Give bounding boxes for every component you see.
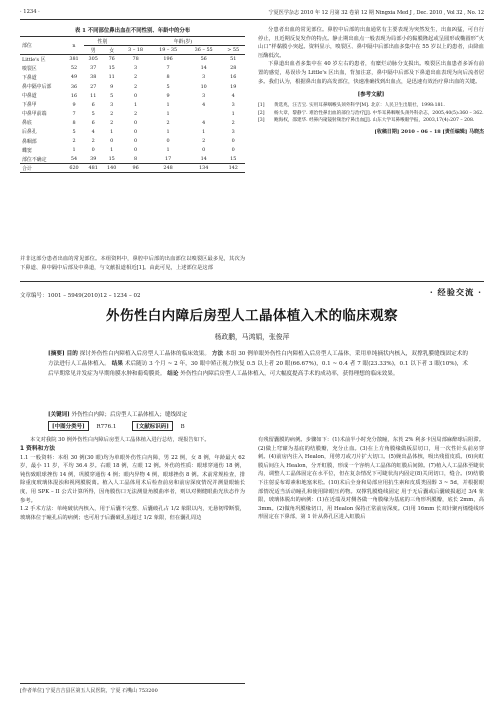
- method-label: 方法: [211, 351, 224, 357]
- page-number: · 1234 ·: [20, 9, 40, 15]
- left-continued-text: 并非这部分患者出血的常见部位。本组资料中，鼻腔中后部的出血部位以嗅裂区最多见，其次为下鼻道、鼻中隔中后部及中鼻道，与文献报道相近[1]。由此可见，上述部位是这部: [20, 256, 245, 271]
- row-label: 下鼻道: [22, 74, 37, 81]
- table-cell: 3: [202, 92, 206, 99]
- row-label: 鼻咽部: [22, 138, 37, 145]
- result-label: 结果: [111, 361, 124, 367]
- table-cell: 620: [64, 164, 84, 173]
- table-cell: 5: [72, 128, 76, 135]
- keywords-label: [关键词]: [48, 412, 70, 418]
- table-cell: 15: [108, 65, 115, 72]
- reference-number: [1]: [258, 103, 265, 109]
- col-header-age-2: 19 – 35: [150, 46, 186, 55]
- reference-list: [258, 102, 484, 124]
- table-cell: 27: [90, 83, 97, 90]
- clc-label: [中图分类号]: [48, 421, 89, 431]
- col-header-male: 男: [84, 46, 102, 55]
- table-cell: 11: [90, 92, 97, 99]
- distribution-table: [20, 36, 245, 173]
- table-cell: 0: [134, 147, 138, 154]
- table-cell: 9: [166, 92, 170, 99]
- table-cell: 5: [91, 110, 95, 117]
- row-label: 嗅裂区: [22, 65, 37, 72]
- paragraph: 下鼻道出血者多集中在 40 岁左右的患者，有糜烂动脉分支损出。嗅裂区出血患者多诉有前置的感觉，易误诊为 Little's 区出血，背加注意，鼻中隔中后部及下鼻道出血表现为向后流者居多。我们认为，根据鼻出血的高发部位，快速准确找到出血点，是迅速有效治疗鼻出血的关键。: [258, 61, 484, 85]
- header-rule: [20, 19, 484, 20]
- col-header-sex: 性别: [84, 37, 121, 46]
- table-cell: 5: [110, 92, 114, 99]
- table-cell: 381: [69, 56, 79, 63]
- table-cell: 合计: [20, 164, 64, 173]
- table-cell: 8: [134, 156, 138, 163]
- col-header-n: n: [64, 37, 84, 55]
- keywords-value: 外伤性白内障；后房型人工晶体植入；缝线固定: [71, 412, 187, 418]
- authors: 杨政鹏，马鸿娟，张俊萍: [214, 333, 290, 341]
- table-cell: 0: [110, 138, 114, 145]
- table-cell: 4: [231, 92, 235, 99]
- table-cell: 15: [108, 156, 115, 163]
- reference-text: 黄选兆，汪吉宝. 实用耳鼻咽喉头颈外科学[M]. 北京：人民卫生出版社，1998:181.: [274, 103, 445, 109]
- col-header-site: 部位: [20, 37, 64, 55]
- reference-text: 杨大章，黎静宁. 难治性鼻出血的部位与治疗[J]. 中华耳鼻咽喉头颈外科杂志，2005,40(5):360 – 362.: [274, 110, 484, 116]
- row-label: 下鼻甲: [22, 102, 37, 109]
- conclusion-text: 外伤性白内障后房型人工晶体植入，可大幅度提高手术的成功率，获得理想的临床效果。: [180, 371, 399, 377]
- table-cell: 9: [72, 101, 76, 108]
- table-row: [20, 155, 245, 164]
- column-tag: · 经验交流 ·: [429, 287, 482, 297]
- table-cell: 9: [110, 83, 114, 90]
- table-cell: 8: [72, 119, 76, 126]
- table-cell: 2: [166, 119, 170, 126]
- reference-text: 鲍海权，邵建华. 经鼻内窥镜射频治疗鼻出血[J]. 山东大学耳鼻喉眼学报，2003,17(4):207 – 208.: [274, 117, 475, 123]
- table-cell: 2: [134, 74, 138, 81]
- table-cell: 3: [231, 101, 235, 108]
- table-row: [20, 127, 245, 136]
- table-cell: 76: [108, 56, 115, 63]
- table-row: [20, 73, 245, 82]
- table-cell: 6: [91, 119, 95, 126]
- table-cell: 19: [230, 83, 237, 90]
- table-cell: 7: [166, 65, 170, 72]
- table-cell: 140: [102, 164, 120, 173]
- table-cell: 1: [166, 147, 170, 154]
- table-cell: 10: [200, 83, 207, 90]
- table-cell: 3: [231, 128, 235, 135]
- clc-value: R776.1: [96, 424, 117, 430]
- reference-number: [2]: [258, 110, 265, 116]
- table-cell: 5: [166, 83, 170, 90]
- reference-item: [258, 117, 484, 124]
- reference-number: [3]: [258, 117, 265, 123]
- col-header-age-4: > 55: [221, 46, 245, 55]
- paragraph: 1.2 手术方法：单纯破状内核入，用于后囊不完整、后囊破孔占 1/2 象限以内，无悬韧带断裂，玻璃体位于瞳孔后的病例；也可用于后囊破孔虽超过 1/2 象限，但在囊孔周边: [20, 506, 245, 521]
- table-cell: 0: [134, 119, 138, 126]
- table-cell: 1: [202, 128, 206, 135]
- row-label: 部位不确定: [22, 156, 47, 163]
- keywords: [48, 410, 468, 418]
- table-cell: 7: [72, 110, 76, 117]
- table-cell: 196: [163, 56, 173, 63]
- table-row: [20, 146, 245, 155]
- abstract-label: [摘要]: [48, 351, 65, 357]
- table-cell: 16: [230, 74, 237, 81]
- col-header-age: 年龄(岁): [121, 37, 245, 46]
- table-cell: 1: [110, 128, 114, 135]
- table-row: [20, 100, 245, 109]
- table-cell: 2: [134, 83, 138, 90]
- table-cell: 0: [231, 138, 235, 145]
- table-row: [20, 55, 245, 64]
- table-cell: 0: [134, 128, 138, 135]
- table-cell: 1: [72, 147, 76, 154]
- table-cell: 39: [90, 156, 97, 163]
- table-cell: 17: [164, 156, 172, 163]
- table-cell: 16: [70, 92, 78, 99]
- table-cell: 28: [230, 65, 237, 72]
- body-left-column: [20, 436, 245, 522]
- table-cell: 2: [91, 138, 95, 145]
- table-cell: 0: [166, 138, 170, 145]
- table-cell: 1: [166, 101, 170, 108]
- table-cell: 481: [84, 164, 102, 173]
- row-label: 中鼻甲前端: [22, 111, 47, 118]
- table-cell: 1: [110, 147, 114, 154]
- classification: [48, 421, 468, 431]
- references-title: [参考文献]: [357, 92, 385, 99]
- table-cell: 4: [91, 128, 95, 135]
- reference-item: [258, 102, 484, 109]
- table-cell: 4: [202, 119, 206, 126]
- table-cell: 37: [90, 65, 97, 72]
- table-cell: 4: [202, 101, 206, 108]
- table-cell: 2: [202, 138, 206, 145]
- paragraph: 1.1 一般资料：本组 30 例(30 眼)均为单眼外伤性白内障，男 22 例，女 8 例，年龄最大 62 岁，最小 11 岁，平均 36.4 岁。右眼 18 例，左眼 12 例。外伤的性质：眼球穿通伤 18 例，钝伤致眼球挫伤 14 例，巩膜穿通伤 4 例；眼内异物 4 例，眼球挫伤 8 例。术前常规检查，排除重度玻璃体混浊和视网膜脱离。植入人工晶体用术后检查前房和前房深度情况并测量眼轴长度，用 SPK – II 公式计算所得，因角膜伤口无法测量角膜曲率者，则以对侧健眼曲光状态作为参考。: [20, 454, 245, 504]
- result-text: 术后随访 3 个月 ~ 2 年，30 眼中矫正视力恢复 0.5 以上者 20 眼(66.67%)，0.1 ~ 0.4 者 7 眼(23.33%)，0.1 以下者 3 眼(10%)，术后早期常见并发症为早期角膜水肿和葡萄膜炎。: [48, 361, 469, 377]
- doc-label: [文献标识码]: [132, 421, 173, 431]
- table-cell: 134: [186, 164, 222, 173]
- table-cell: 0: [231, 147, 235, 154]
- table-cell: 1: [166, 128, 170, 135]
- table-cell: 0: [134, 92, 138, 99]
- table-cell: 0: [91, 147, 95, 154]
- table-cell: 142: [221, 164, 245, 173]
- article-title: 外伤性白内障后房型人工晶体植入术的临床观察: [106, 308, 398, 324]
- table-cell: 0: [134, 138, 138, 145]
- table-cell: 3: [202, 74, 206, 81]
- table-cell: 2: [134, 110, 138, 117]
- table-cell: 11: [108, 74, 115, 81]
- row-label: 鼻中隔中后部: [22, 84, 52, 91]
- objective-label: 目的: [66, 351, 78, 357]
- row-label: Little's 区: [22, 56, 46, 63]
- table-cell: 36: [70, 83, 78, 90]
- table-cell: 54: [70, 156, 78, 163]
- paragraph: 分患者出血的常见部位。鼻腔中后部的出血通常有主要表现为突然发生，出血凶猛，可自行停止，且近期反复发作的特点。静止期出血点一般表现为局部小的黏膜隆起或呈圆形或椭圆形“火山口”样黏膜小突起。资料显示，嗅裂区、鼻中隔中后部出血多集中在 55 岁以上的患者，由降血压酶低次。: [258, 27, 484, 59]
- table-cell: 96: [121, 164, 150, 173]
- table-row: [20, 118, 245, 127]
- table-row: [20, 91, 245, 100]
- table-caption: 表 1 不同部位鼻出血在不同性别、年龄中的分布: [74, 28, 191, 34]
- table-cell: 2: [72, 138, 76, 145]
- right-top-column: [258, 26, 484, 135]
- table-cell: 6: [91, 101, 95, 108]
- table-cell: 14: [200, 156, 207, 163]
- table-cell: 56: [200, 56, 207, 63]
- table-cell: 52: [70, 65, 78, 72]
- running-header: [20, 6, 484, 18]
- table-cell: 2: [110, 119, 114, 126]
- row-label: 后鼻孔: [22, 129, 37, 136]
- row-label: 鼻底: [22, 120, 32, 127]
- table-cell: 248: [150, 164, 186, 173]
- conclusion-label: 结论: [167, 371, 179, 377]
- method-text: 本组 30 例单眼外伤性白内障植入后房型人工晶体，采用单纯摘状内核入，双撑乳膜缝线固定术的方法进行人工晶体植入。: [48, 351, 469, 367]
- table-row: [20, 137, 245, 146]
- table-cell: 1: [231, 110, 235, 117]
- section-heading: 1 资料和方法: [20, 445, 56, 452]
- body-right-column: 有残留囊膜的病例。步骤如下：(1)术前半小时充分散瞳，东莨 2% 利多卡因局部麻醉球后阻滞。(2)做上穹窿为基底的结膜瓣，充分止血。(3)在上方角膜缘做板层切口，用一次性针头前房穿刺。(4)前房内注入 Healon，用剪刀或刀片扩大切口。(5)娩出晶体核，吸出残留皮质。(6)向虹膜后间注入 Healon，分开虹膜，形成一个容纳人工晶体的虹膜后间隙。(7)植入人工晶体至睫状沟，调整人工晶体固定在水平位，但在复杂情况下可睫状沟内固定(8)关闭切口，缝合。(9)结膜下注射妥布霉素和地塞米松。(10)术后全身和局部应用抗生素和皮质类固醇 3 ~ 5d，并根据眼部情况适当活动瞳孔和使用降眼压药物。双撑乳膜缝线固定 用于无后囊或后囊破损超过 3/4 象限，玻璃体脱出的病例：(1)在近端及对侧各做一角膜缘为基底的三角形巩膜瓣，底长 2mm，高 3mm。(2)做角巩膜缘切口，用 Healon 保持正常前房深度。(3)用 16mm 长双针聚丙烯缝线环形固定在下鼻部，第 1 针从鼻孔区进入虹膜后: [258, 437, 484, 521]
- table-row: [20, 109, 245, 118]
- table-cell: 2: [110, 110, 114, 117]
- table-cell: 305: [88, 56, 98, 63]
- table-cell: 0: [202, 147, 206, 154]
- row-label: 中鼻道: [22, 93, 37, 100]
- col-header-age-1: 3 – 18: [121, 46, 150, 55]
- table-cell: 1: [134, 101, 138, 108]
- paragraph: 本文对我院 30 例外伤性白内障后房型人工晶体植入进行总结，现报告如下。: [30, 437, 210, 443]
- table-row: [20, 82, 245, 91]
- journal-info: 宁夏医学杂志 2010 年 12 月第 32 卷第 12 期 Ningxia Med J , Dec. 2010 , Vol 32 , No. 12: [268, 10, 484, 16]
- table-cell: 3: [134, 65, 138, 72]
- table-row: [20, 64, 245, 73]
- section-rule: [20, 281, 484, 282]
- table-cell: 14: [200, 65, 207, 72]
- table-total-row: [20, 164, 245, 173]
- col-header-female: 女: [102, 46, 120, 55]
- objective-text: 探讨外伤性白内障植入后房型人工晶体的临床效果。: [79, 351, 211, 357]
- row-label: 蝶窦: [22, 147, 32, 154]
- received-date: [收稿日期] 2010 – 06 – 18 [责任编辑] 马晓杰: [374, 129, 484, 136]
- reference-item: [258, 110, 484, 117]
- table-cell: 38: [90, 74, 97, 81]
- abstract: [48, 349, 468, 379]
- author-affiliation: [作者单位] 宁夏吉吉县区第五人民医院，宁夏 石嘴山 753200: [20, 683, 245, 694]
- col-header-age-3: 36 – 55: [186, 46, 222, 55]
- table-cell: [186, 109, 222, 118]
- article-number: 文章编号：1001 – 5949(2010)12 – 1234 – 02: [20, 293, 141, 299]
- table-cell: 49: [70, 74, 78, 81]
- table-cell: 78: [132, 56, 139, 63]
- table-cell: 1: [166, 110, 170, 117]
- table-cell: 3: [110, 101, 114, 108]
- table-cell: 51: [230, 56, 237, 63]
- table-cell: 15: [230, 156, 237, 163]
- table-cell: 8: [166, 74, 170, 81]
- table-cell: 2: [231, 119, 235, 126]
- doc-value: B: [180, 424, 185, 430]
